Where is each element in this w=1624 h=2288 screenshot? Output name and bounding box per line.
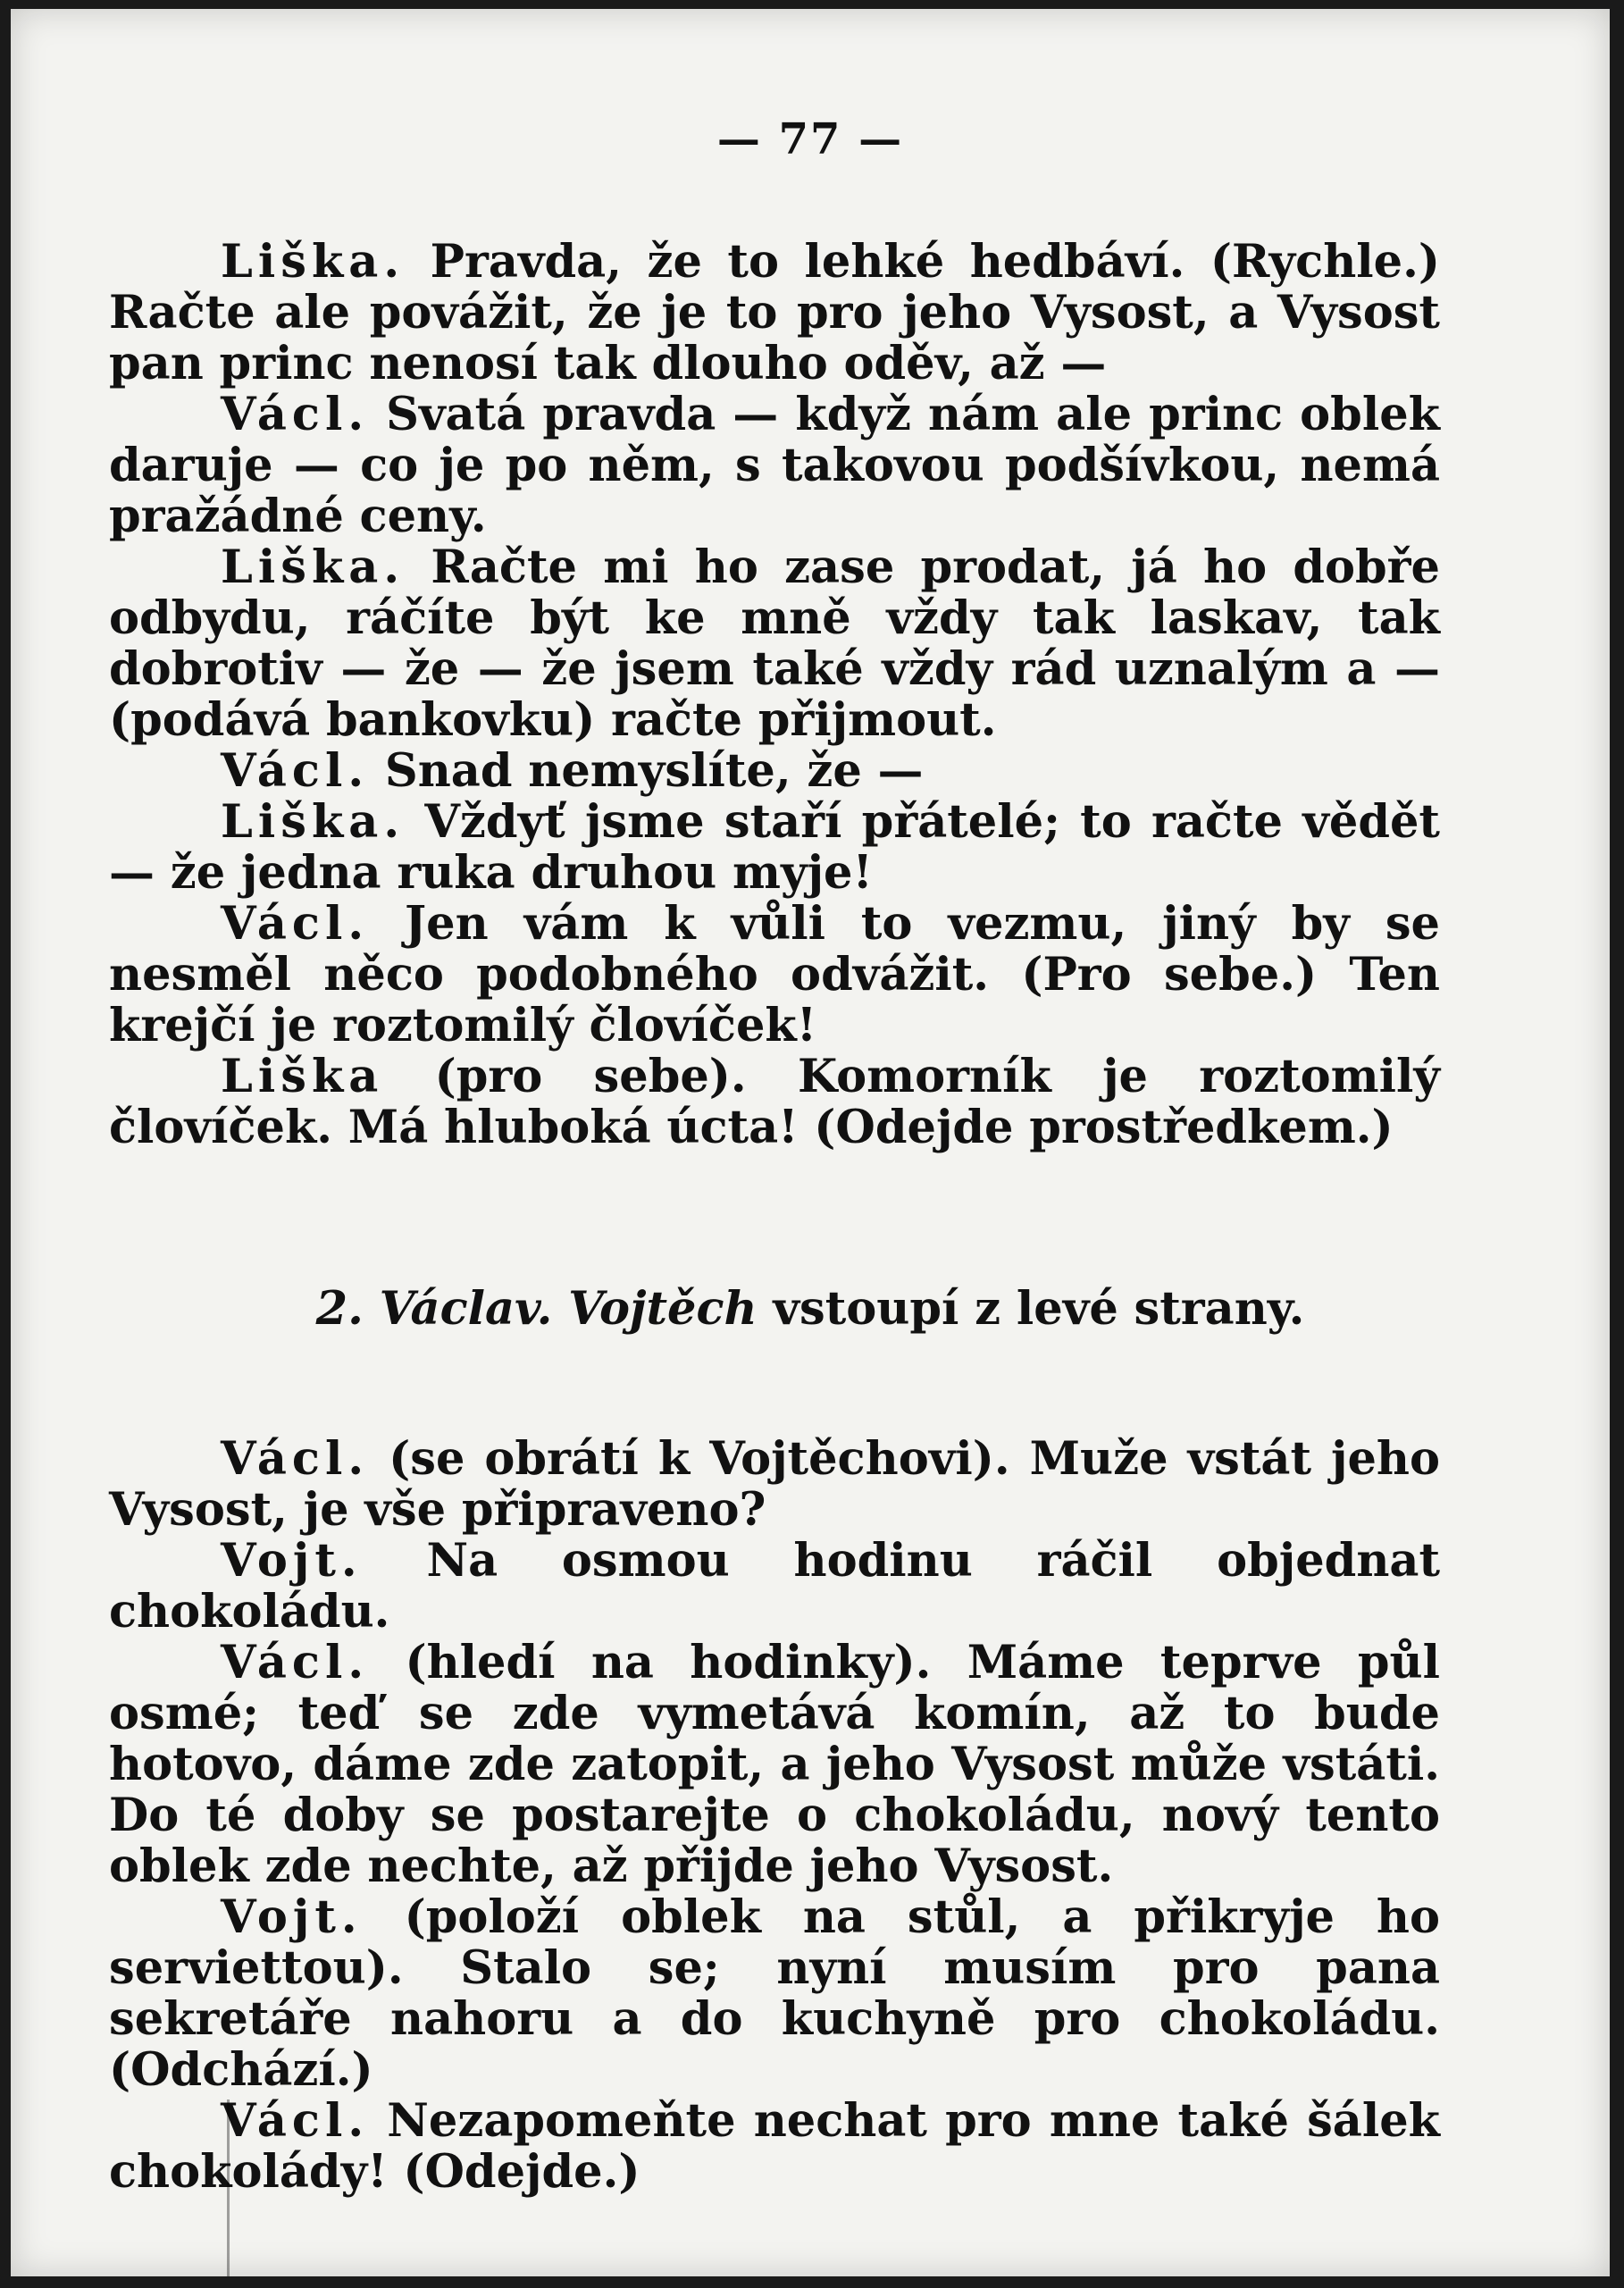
scene-number: 2. [315,1282,364,1336]
speaker-name: Vojt. [221,1534,363,1588]
dialogue-text: (se obrátí k Vojtěchovi). Muže vstát jeho Vysost, je vše připraveno? [109,1432,1440,1537]
speaker-name: Liška [221,1050,384,1103]
speaker-name: Vojt. [221,1890,363,1944]
dialogue-paragraph [109,2096,1440,2198]
scene-heading [11,1282,1610,1336]
dialogue-paragraph [109,1638,1440,1892]
speaker-name: Václ. [221,744,370,798]
dialogue-paragraph [109,390,1440,542]
scene-character-2: Vojtěch [568,1282,758,1336]
dialogue-paragraph [109,237,1440,390]
dialogue-paragraph [109,1052,1440,1153]
dialogue-text: (pro sebe). Komorník je roztomilý človíček. Má hluboká úcta! (Odejde prostředkem.) [109,1050,1440,1154]
dialogue-text: Na osmou hodinu ráčil objednat chokoládu. [109,1534,1440,1638]
speaker-name: Václ. [221,897,370,951]
speaker-name: Václ. [221,1636,370,1689]
page-number: — 77 — [716,114,904,164]
dialogue-text: Svatá pravda — když nám ale princ oblek daruje — co je po něm, s takovou podšívkou, nemá pražádné ceny. [109,388,1440,543]
dialogue-paragraph [109,1434,1440,1536]
dialogue-section-1 [109,237,1440,1153]
scan-gutter-mark [227,2099,230,2276]
dialogue-text: (položí oblek na stůl, a přikryje ho serviettou). Stalo se; nyní musím pro pana sekretáře nahoru a do kuchyně pro chokoládu. (Odchází.) [109,1890,1440,2097]
dialogue-text: (hledí na hodinky). Máme teprve půl osmé; teď se zde vymetává komín, až to bude hotovo, dáme zde zatopit, a jeho Vysost může vstáti. Do té doby se postarejte o chokoládu, nový tento oblek zde nechte, až přijde jeho Vysost. [109,1636,1440,1893]
dialogue-section-2 [109,1434,1440,2198]
speaker-name: Václ. [221,1432,370,1486]
dialogue-paragraph [109,899,1440,1052]
dialogue-paragraph [109,797,1440,899]
dialogue-text: Vždyť jsme staří přátelé; to račte vědět — že jedna ruka druhou myje! [109,795,1440,900]
speaker-name: Liška. [221,795,406,849]
dialogue-text: Račte mi ho zase prodat, já ho dobře odbydu, ráčíte být ke mně vždy tak laskav, tak dobrotiv — že — že jsem také vždy rád uznalým a — (podává bankovku) račte přijmout. [109,541,1440,747]
dialogue-text: Pravda, že to lehké hedbáví. (Rychle.) Račte ale povážit, že je to pro jeho Vysost, a Vysost pan princ nenosí tak dlouho oděv, až — [109,235,1440,390]
dialogue-text: Nezapomeňte nechat pro mne také šálek chokolády! (Odejde.) [109,2094,1440,2199]
speaker-name: Václ. [221,388,370,441]
book-page [11,9,1610,2276]
dialogue-paragraph [109,746,1440,797]
dialogue-paragraph [109,542,1440,746]
scene-character-1: Václav. [379,1282,553,1336]
speaker-name: Liška. [221,541,406,594]
speaker-name: Liška. [221,235,406,289]
dialogue-paragraph [109,1536,1440,1638]
dialogue-text: Jen vám k vůli to vezmu, jiný by se nesměl něco podobného odvážit. (Pro sebe.) Ten krejčí je roztomilý človíček! [109,897,1440,1052]
dialogue-text: Snad nemyslíte, že — [369,744,924,798]
scene-direction: vstoupí z levé strany. [757,1282,1305,1336]
dialogue-paragraph [109,1892,1440,2096]
speaker-name: Václ. [221,2094,370,2148]
